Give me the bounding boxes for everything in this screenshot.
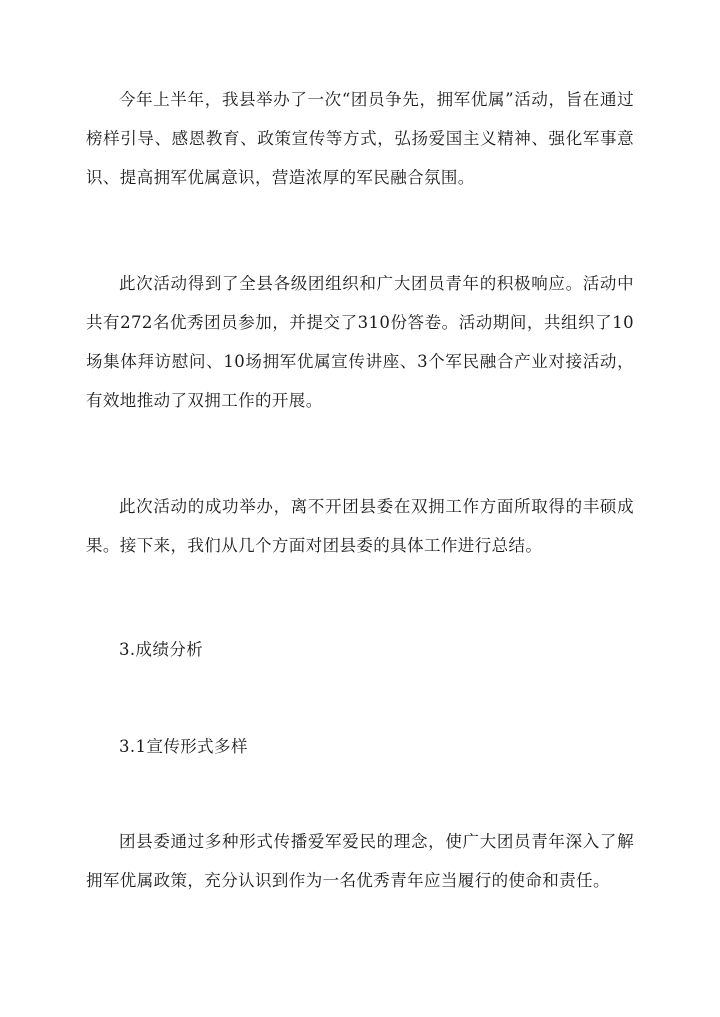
paragraph-intro: 今年上半年，我县举办了一次“团员争先，拥军优属”活动，旨在通过榜样引导、感恩教育、政策宣传等方式，弘扬爱国主义精神、强化军事意识、提高拥军优属意识，营造浓厚的军民融合氛围。 [86, 90, 634, 187]
subsection-heading: 3.1宣传形式多样 [119, 737, 248, 756]
section-heading: 3.成绩分析 [119, 640, 204, 659]
paragraph-publicity: 团县委通过多种形式传播爱军爱民的理念，使广大团员青年深入了解拥军优属政策，充分认识到作为一名优秀青年应当履行的使命和责任。 [86, 832, 634, 890]
paragraph-participation: 此次活动得到了全县各级团组织和广大团员青年的积极响应。活动中共有272名优秀团员参加，并提交了310份答卷。活动期间，共组织了10场集体拜访慰问、10场拥军优属宣传讲座、3个军民融合产业对接活动，有效地推动了双拥工作的开展。 [86, 274, 634, 410]
paragraph-transition: 此次活动的成功举办，离不开团县委在双拥工作方面所取得的丰硕成果。接下来，我们从几个方面对团县委的具体工作进行总结。 [86, 497, 634, 555]
